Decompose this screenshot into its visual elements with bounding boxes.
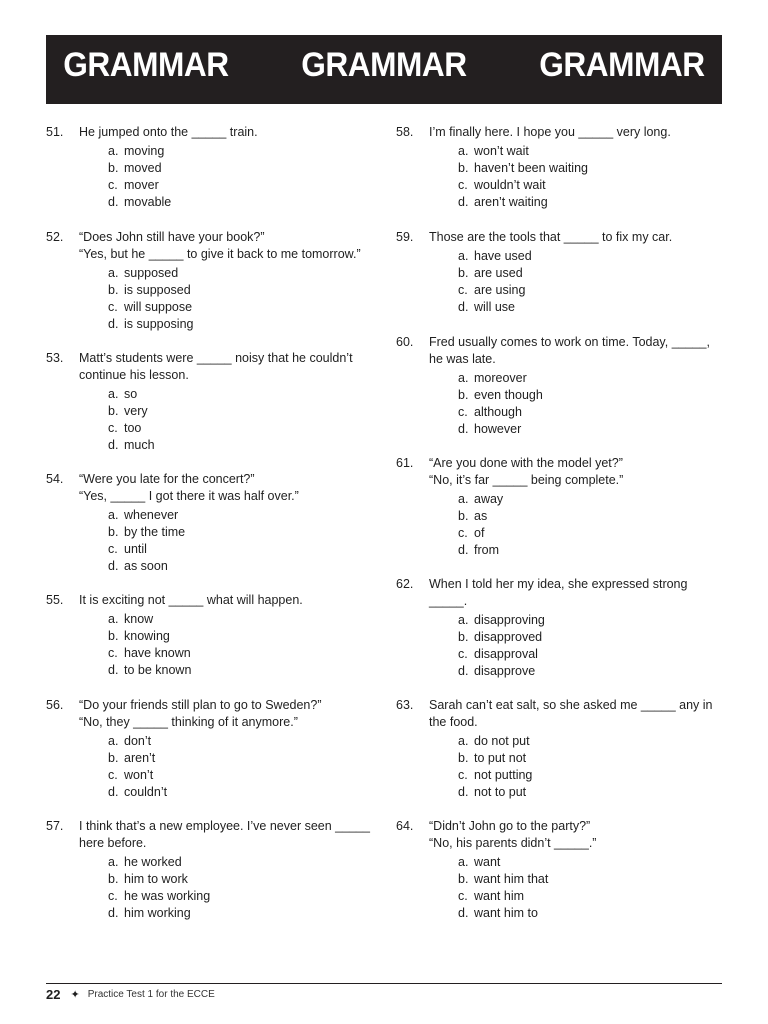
question-item	[46, 124, 376, 211]
option-text: mover	[124, 178, 159, 192]
footer-rule	[46, 983, 722, 984]
option-letter: a.	[108, 612, 119, 626]
option-text: not to put	[474, 785, 527, 799]
answer-option	[108, 871, 376, 888]
question-text	[79, 124, 376, 141]
option-text: from	[474, 543, 499, 557]
option-text: he worked	[124, 855, 182, 869]
option-letter: b.	[108, 872, 119, 886]
option-letter: b.	[458, 630, 469, 644]
answer-option	[458, 143, 722, 160]
answer-options	[458, 854, 722, 922]
answer-option	[108, 662, 376, 679]
question-number: 56.	[46, 698, 64, 712]
option-text: are used	[474, 266, 523, 280]
option-text: disapproval	[474, 647, 538, 661]
question-item	[396, 697, 722, 801]
option-letter: d.	[108, 195, 119, 209]
option-letter: c.	[108, 646, 118, 660]
answer-option	[458, 370, 722, 387]
option-letter: d.	[458, 785, 469, 799]
answer-options	[458, 370, 722, 438]
page-number: 22	[46, 987, 61, 1002]
option-letter: c.	[108, 300, 118, 314]
option-letter: c.	[458, 178, 468, 192]
answer-option	[108, 854, 376, 871]
option-text: even though	[474, 388, 543, 402]
question-item	[396, 229, 722, 316]
option-letter: c.	[108, 542, 118, 556]
option-text: aren’t waiting	[474, 195, 548, 209]
option-letter: d.	[458, 664, 469, 678]
question-text	[429, 455, 722, 489]
question-number: 57.	[46, 819, 64, 833]
answer-option	[108, 437, 376, 454]
option-text: however	[474, 422, 522, 436]
answer-option	[108, 905, 376, 922]
question-line: It is exciting not _____ what will happen.	[79, 593, 303, 607]
answer-option	[458, 612, 722, 629]
question-line: continue his lesson.	[79, 368, 189, 382]
question-text	[79, 350, 376, 384]
answer-option	[458, 542, 722, 559]
answer-option	[108, 386, 376, 403]
answer-option	[108, 558, 376, 575]
option-text: is supposed	[124, 283, 191, 297]
option-text: he was working	[124, 889, 211, 903]
answer-option	[108, 403, 376, 420]
option-text: very	[124, 404, 148, 418]
option-text: although	[474, 405, 522, 419]
answer-option	[458, 404, 722, 421]
answer-option	[108, 507, 376, 524]
question-number: 52.	[46, 230, 64, 244]
question-item	[46, 592, 376, 679]
option-letter: b.	[458, 509, 469, 523]
option-letter: d.	[458, 543, 469, 557]
answer-option	[458, 767, 722, 784]
option-text: disapproved	[474, 630, 543, 644]
question-number: 53.	[46, 351, 64, 365]
option-letter: c.	[458, 526, 468, 540]
question-item	[396, 124, 722, 211]
option-text: moved	[124, 161, 162, 175]
question-line: “No, his parents didn’t _____.”	[429, 836, 597, 850]
answer-option	[458, 491, 722, 508]
question-line: the food.	[429, 715, 478, 729]
question-item	[46, 229, 376, 333]
option-letter: c.	[458, 283, 468, 297]
option-letter: d.	[108, 317, 119, 331]
option-letter: d.	[458, 906, 469, 920]
option-text: as	[474, 509, 488, 523]
option-text: him to work	[124, 872, 188, 886]
option-text: away	[474, 492, 504, 506]
option-text: will use	[474, 300, 515, 314]
option-letter: b.	[108, 751, 119, 765]
answer-option	[108, 420, 376, 437]
question-line: “No, they _____ thinking of it anymore.”	[79, 715, 298, 729]
question-number: 55.	[46, 593, 64, 607]
option-letter: d.	[458, 422, 469, 436]
option-text: do not put	[474, 734, 530, 748]
question-text	[429, 697, 722, 731]
question-line: I think that’s a new employee. I’ve never seen _____	[79, 819, 370, 833]
option-letter: a.	[108, 387, 119, 401]
option-letter: d.	[458, 300, 469, 314]
option-text: haven’t been waiting	[474, 161, 588, 175]
answer-options	[108, 143, 376, 211]
option-letter: a.	[458, 855, 469, 869]
option-text: will suppose	[124, 300, 193, 314]
question-number: 54.	[46, 472, 64, 486]
option-text: by the time	[124, 525, 186, 539]
question-text	[79, 818, 376, 852]
question-line: “Are you done with the model yet?”	[429, 456, 623, 470]
answer-options	[108, 854, 376, 922]
answer-option	[458, 387, 722, 404]
option-text: so	[124, 387, 138, 401]
question-item	[396, 334, 722, 438]
option-letter: b.	[108, 283, 119, 297]
question-text	[79, 592, 376, 609]
answer-options	[108, 265, 376, 333]
answer-option	[458, 854, 722, 871]
question-number: 62.	[396, 577, 414, 591]
answer-options	[458, 491, 722, 559]
option-text: couldn’t	[124, 785, 168, 799]
option-text: want him to	[474, 906, 538, 920]
grammar-banner	[46, 35, 722, 104]
question-line: “Didn’t John go to the party?”	[429, 819, 591, 833]
question-number: 63.	[396, 698, 414, 712]
option-letter: c.	[108, 889, 118, 903]
question-text	[429, 818, 722, 852]
answer-option	[108, 888, 376, 905]
option-text: have known	[124, 646, 191, 660]
answer-option	[458, 248, 722, 265]
option-text: much	[124, 438, 155, 452]
answer-option	[458, 871, 722, 888]
question-item	[46, 471, 376, 575]
answer-option	[108, 611, 376, 628]
option-text: moreover	[474, 371, 527, 385]
question-text	[79, 471, 376, 505]
question-item	[46, 350, 376, 454]
option-letter: c.	[458, 647, 468, 661]
option-text: him working	[124, 906, 191, 920]
option-letter: c.	[458, 405, 468, 419]
option-letter: d.	[108, 559, 119, 573]
answer-option	[108, 541, 376, 558]
answer-option	[108, 316, 376, 333]
answer-options	[108, 733, 376, 801]
option-text: won’t	[124, 768, 154, 782]
question-number: 64.	[396, 819, 414, 833]
option-text: wouldn’t wait	[474, 178, 546, 192]
question-text	[429, 229, 722, 246]
option-letter: a.	[458, 734, 469, 748]
answer-option	[108, 645, 376, 662]
question-line: “No, it’s far _____ being complete.”	[429, 473, 624, 487]
option-letter: b.	[108, 629, 119, 643]
option-letter: b.	[458, 872, 469, 886]
question-line: “Yes, _____ I got there it was half over.”	[79, 489, 299, 503]
option-text: to put not	[474, 751, 527, 765]
answer-option	[108, 177, 376, 194]
option-text: knowing	[124, 629, 170, 643]
option-letter: a.	[458, 371, 469, 385]
option-letter: a.	[458, 492, 469, 506]
answer-option	[108, 628, 376, 645]
answer-option	[458, 194, 722, 211]
question-line: Those are the tools that _____ to fix my car.	[429, 230, 673, 244]
answer-option	[108, 160, 376, 177]
option-text: movable	[124, 195, 172, 209]
answer-option	[108, 265, 376, 282]
banner-word: GRAMMAR	[63, 46, 229, 84]
option-text: aren’t	[124, 751, 156, 765]
option-letter: b.	[108, 404, 119, 418]
answer-option	[458, 905, 722, 922]
question-line: Matt’s students were _____ noisy that he couldn’t	[79, 351, 353, 365]
option-letter: b.	[458, 388, 469, 402]
option-text: won’t wait	[474, 144, 529, 158]
question-item	[46, 697, 376, 801]
option-letter: d.	[108, 438, 119, 452]
answer-option	[458, 160, 722, 177]
option-letter: c.	[458, 889, 468, 903]
option-letter: a.	[108, 734, 119, 748]
option-letter: a.	[108, 508, 119, 522]
option-letter: c.	[108, 178, 118, 192]
answer-option	[108, 784, 376, 801]
banner-word: GRAMMAR	[301, 46, 467, 84]
option-text: disapprove	[474, 664, 536, 678]
question-line: he was late.	[429, 352, 496, 366]
option-text: of	[474, 526, 485, 540]
question-item	[46, 818, 376, 922]
question-text	[429, 124, 722, 141]
question-text	[429, 576, 722, 610]
question-number: 51.	[46, 125, 64, 139]
option-letter: d.	[108, 785, 119, 799]
answer-options	[458, 733, 722, 801]
option-letter: b.	[108, 161, 119, 175]
answer-option	[108, 767, 376, 784]
answer-option	[108, 524, 376, 541]
star-icon: ✦	[70, 989, 80, 1001]
question-text	[79, 229, 376, 263]
option-text: moving	[124, 144, 165, 158]
question-line: “Were you late for the concert?”	[79, 472, 255, 486]
answer-option	[458, 177, 722, 194]
option-text: know	[124, 612, 154, 626]
option-letter: b.	[458, 161, 469, 175]
option-letter: b.	[458, 266, 469, 280]
answer-option	[108, 194, 376, 211]
question-line: here before.	[79, 836, 147, 850]
answer-option	[108, 733, 376, 750]
answer-options	[458, 143, 722, 211]
option-text: disapproving	[474, 613, 545, 627]
option-text: is supposing	[124, 317, 194, 331]
answer-options	[108, 611, 376, 679]
question-line: I’m finally here. I hope you _____ very long.	[429, 125, 671, 139]
answer-option	[458, 646, 722, 663]
answer-option	[458, 629, 722, 646]
option-letter: c.	[108, 421, 118, 435]
option-text: have used	[474, 249, 532, 263]
answer-option	[458, 282, 722, 299]
question-number: 61.	[396, 456, 414, 470]
option-text: supposed	[124, 266, 179, 280]
answer-option	[458, 421, 722, 438]
option-letter: a.	[458, 249, 469, 263]
question-item	[396, 818, 722, 922]
answer-option	[458, 750, 722, 767]
question-number: 60.	[396, 335, 414, 349]
option-letter: a.	[108, 855, 119, 869]
option-letter: d.	[108, 663, 119, 677]
option-text: don’t	[124, 734, 152, 748]
answer-option	[108, 299, 376, 316]
answer-option	[458, 525, 722, 542]
question-line: “Do your friends still plan to go to Sweden?”	[79, 698, 322, 712]
option-text: want him that	[474, 872, 549, 886]
option-letter: a.	[108, 266, 119, 280]
option-text: are using	[474, 283, 526, 297]
option-letter: a.	[458, 144, 469, 158]
option-text: as soon	[124, 559, 168, 573]
question-line: _____.	[429, 594, 468, 608]
answer-option	[458, 663, 722, 680]
answer-option	[458, 299, 722, 316]
answer-options	[108, 507, 376, 575]
answer-option	[458, 784, 722, 801]
question-text	[429, 334, 722, 368]
page-footer	[46, 987, 215, 1002]
question-number: 58.	[396, 125, 414, 139]
answer-option	[458, 265, 722, 282]
question-line: “Does John still have your book?”	[79, 230, 265, 244]
option-letter: c.	[108, 768, 118, 782]
option-letter: c.	[458, 768, 468, 782]
option-letter: b.	[458, 751, 469, 765]
option-letter: a.	[458, 613, 469, 627]
option-text: want	[474, 855, 501, 869]
question-number: 59.	[396, 230, 414, 244]
answer-option	[458, 888, 722, 905]
footer-title: Practice Test 1 for the ECCE	[87, 989, 215, 1000]
option-text: to be known	[124, 663, 192, 677]
question-item	[396, 455, 722, 559]
question-item	[396, 576, 722, 680]
answer-option	[458, 508, 722, 525]
answer-options	[108, 386, 376, 454]
answer-options	[458, 612, 722, 680]
option-text: not putting	[474, 768, 533, 782]
option-text: want him	[474, 889, 525, 903]
question-line: “Yes, but he _____ to give it back to me tomorrow.”	[79, 247, 361, 261]
option-text: too	[124, 421, 142, 435]
question-line: He jumped onto the _____ train.	[79, 125, 258, 139]
option-letter: d.	[458, 195, 469, 209]
option-text: until	[124, 542, 147, 556]
answer-option	[108, 143, 376, 160]
option-letter: a.	[108, 144, 119, 158]
option-text: whenever	[124, 508, 179, 522]
answer-option	[458, 733, 722, 750]
option-letter: d.	[108, 906, 119, 920]
question-line: Fred usually comes to work on time. Today, _____,	[429, 335, 710, 349]
answer-option	[108, 282, 376, 299]
banner-word: GRAMMAR	[539, 46, 705, 84]
option-letter: b.	[108, 525, 119, 539]
question-line: When I told her my idea, she expressed strong	[429, 577, 688, 591]
answer-options	[458, 248, 722, 316]
answer-option	[108, 750, 376, 767]
question-text	[79, 697, 376, 731]
question-line: Sarah can’t eat salt, so she asked me _____ any in	[429, 698, 713, 712]
